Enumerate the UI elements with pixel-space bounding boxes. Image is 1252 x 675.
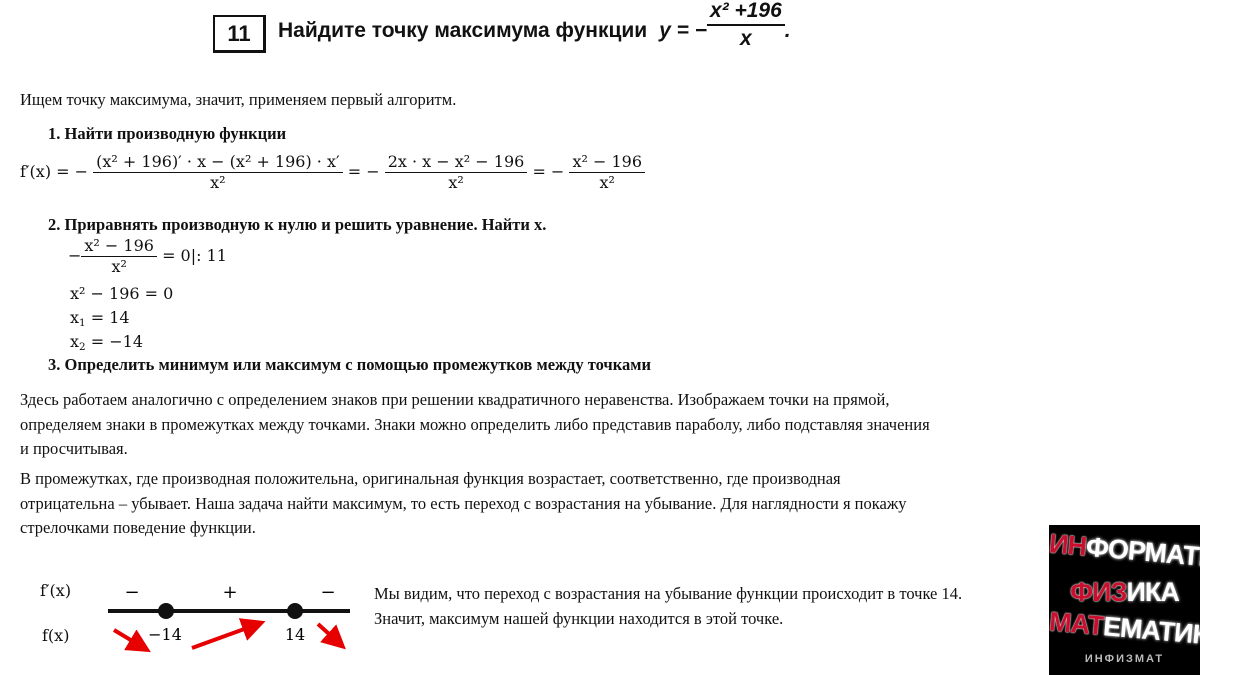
root-x2-sub: 2 xyxy=(79,340,86,353)
equation-fraction-num: x² − 196 xyxy=(81,236,157,257)
infizmat-logo xyxy=(1048,525,1252,675)
conclusion-line: Значит, максимум нашей функции находится в этой точке. xyxy=(374,608,784,628)
arrow-increasing xyxy=(192,624,258,648)
root-x2-label: x xyxy=(70,332,80,351)
task-period: . xyxy=(784,18,791,42)
step-2-heading: 2. Приравнять производную к нулю и решить уравнение. Найти x. xyxy=(48,215,547,234)
paragraph-2-line: отрицательна – убывает. Наша задача найти максимум, то есть переход с возрастания на убывание. Для наглядности я покажу xyxy=(20,493,907,513)
task-text: Найдите точку максимума функции xyxy=(278,18,648,42)
derivative-fraction-3-num: x² − 196 xyxy=(569,152,645,173)
paragraph-1-line: Здесь работаем аналогично с определением знаков при решении квадратичного неравенства. Изображаем точки на прямой, xyxy=(20,390,890,409)
derivative-fraction-1 xyxy=(93,152,342,193)
arrow-decreasing-left xyxy=(114,630,144,648)
derivative-equals-2: = − xyxy=(532,162,565,181)
equation-neg: − xyxy=(68,246,82,265)
f-label: f(x) xyxy=(42,626,70,645)
root-x1-sub: 1 xyxy=(79,316,86,329)
task-function-fraction xyxy=(707,0,785,53)
step-1-heading: 1. Найти производную функции xyxy=(48,124,287,143)
step-3-heading: 3. Определить минимум или максимум с помощью промежутков между точками xyxy=(48,355,651,374)
paragraph-1-line: определяем знаки в промежутках между точками. Знаки можно определить либо представив параболу, либо подставляя значения xyxy=(20,414,930,434)
equation-rest: = 0|: 11 xyxy=(162,246,227,265)
logo-line-3: МАТЕМАТИКА xyxy=(1048,606,1228,652)
conclusion-line: Мы видим, что переход с возрастания на убывание функции происходит в точке 14. xyxy=(374,584,963,603)
root-x1-value: = 14 xyxy=(85,308,130,327)
conclusion xyxy=(374,582,962,631)
intro-text: Ищем точку максимума, значит, применяем первый алгоритм. xyxy=(20,90,457,109)
equation-fraction-den: x² xyxy=(111,257,127,276)
sign-minus-left: − xyxy=(124,582,140,603)
root-x1-label: x xyxy=(70,308,80,327)
paragraph-2 xyxy=(20,467,906,541)
derivative-fraction-2 xyxy=(385,152,528,193)
derivative-lhs: f′(x) = − xyxy=(20,162,89,181)
paragraph-2-line: стрелочками поведение функции. xyxy=(20,518,256,537)
logo-line-1: ИНФОРМАТИКА xyxy=(1048,528,1252,576)
sign-plus: + xyxy=(222,582,238,603)
root-x2-value: = −14 xyxy=(85,332,143,351)
point-label-14: 14 xyxy=(284,625,306,644)
sign-minus-right: − xyxy=(320,582,336,603)
fprime-label: f′(x) xyxy=(40,581,72,600)
paragraph-1-line: и просчитывая. xyxy=(20,439,128,458)
task-statement xyxy=(278,0,791,53)
derivative-formula xyxy=(20,152,645,193)
derivative-fraction-2-num: 2x · x − x² − 196 xyxy=(385,152,528,173)
equation-line-2: x² − 196 = 0 xyxy=(70,284,174,303)
sign-diagram xyxy=(100,578,360,658)
derivative-fraction-2-den: x² xyxy=(448,173,464,192)
task-function-lhs: y = − xyxy=(659,18,707,42)
equation-fraction-line xyxy=(68,236,227,277)
task-function xyxy=(659,0,791,51)
logo-line-2: ФИЗИКА xyxy=(1070,577,1179,607)
arrow-decreasing-right xyxy=(318,624,340,644)
task-fraction-num: x² +196 xyxy=(707,0,785,26)
derivative-fraction-3-den: x² xyxy=(599,173,615,192)
point-label-minus-14: −14 xyxy=(148,625,182,644)
derivative-fraction-3 xyxy=(569,152,645,193)
derivative-equals-1: = − xyxy=(347,162,380,181)
derivative-fraction-1-den: x² xyxy=(210,173,226,192)
logo-caption: ИНФИЗМАТ xyxy=(1084,653,1165,665)
equation-fraction xyxy=(81,236,157,277)
root-x1 xyxy=(70,308,130,327)
point-14 xyxy=(287,603,303,619)
paragraph-1 xyxy=(20,388,930,462)
paragraph-2-line: В промежутках, где производная положительна, оригинальная функция возрастает, соответственно, где производная xyxy=(20,469,841,488)
task-fraction-den: x xyxy=(740,27,752,51)
task-number-box: 11 xyxy=(213,15,266,53)
derivative-fraction-1-num: (x² + 196)′ · x − (x² + 196) · x′ xyxy=(93,152,342,173)
root-x2 xyxy=(70,332,143,351)
point-minus-14 xyxy=(158,603,174,619)
